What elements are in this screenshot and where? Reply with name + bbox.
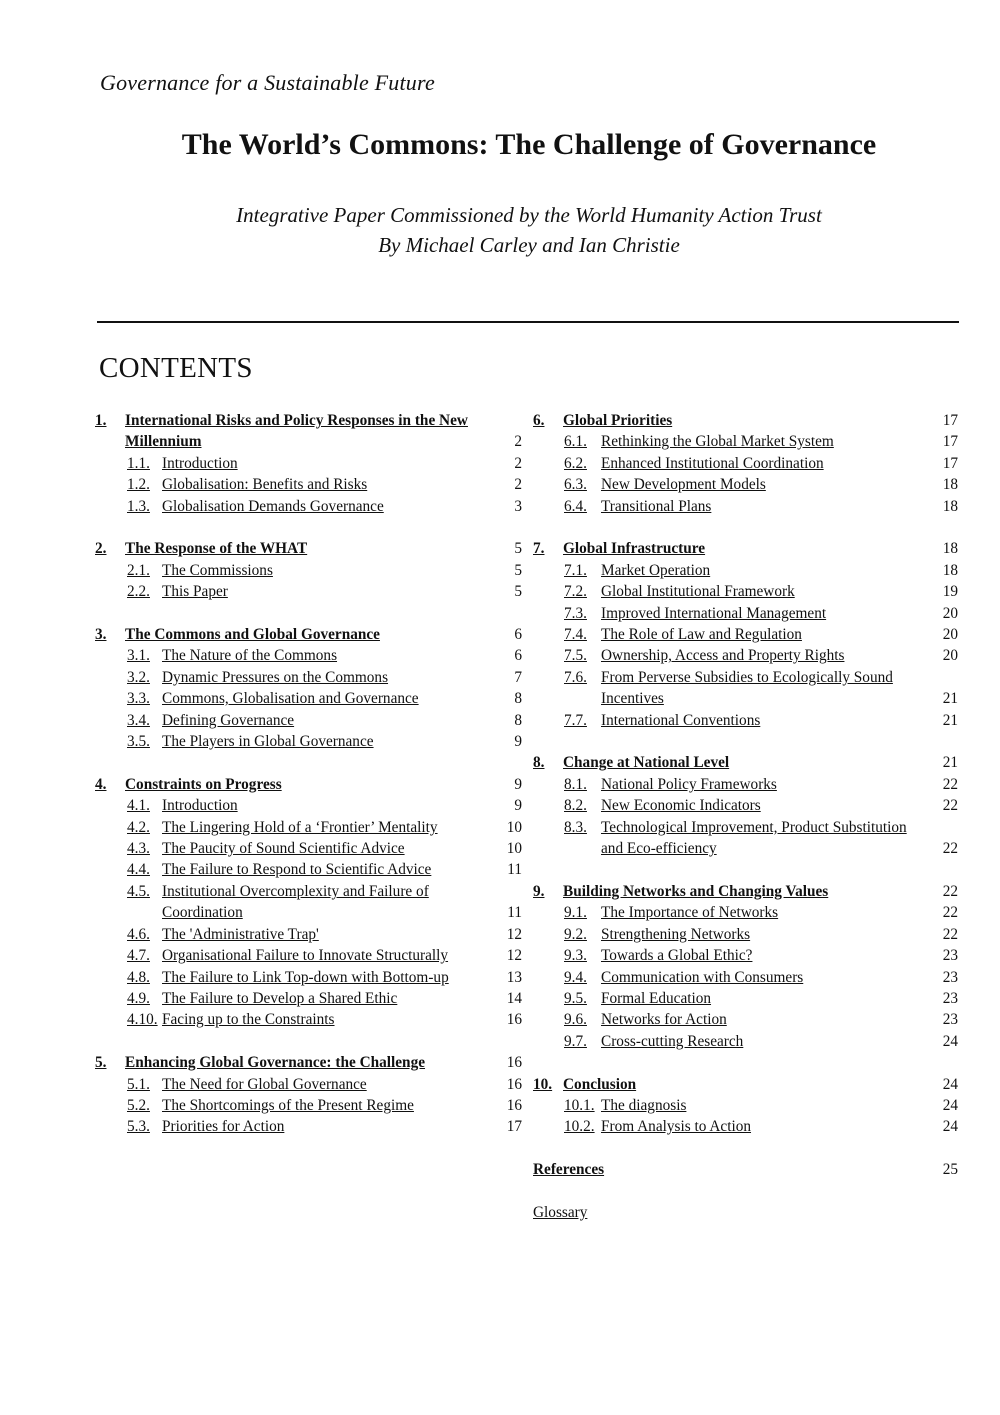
toc-subsection-title: Rethinking the Global Market System — [601, 433, 834, 451]
toc-section-heading-title: International Risks and Policy Responses in the New Millennium — [125, 412, 468, 451]
toc-subsection-number: 1.1. — [127, 454, 150, 472]
toc-section — [95, 1052, 522, 1138]
toc-left-column — [95, 410, 522, 1159]
toc-subsection-page: 23 — [942, 947, 958, 965]
toc-subsection-page: 18 — [942, 497, 958, 515]
toc-glossary[interactable] — [533, 1202, 958, 1223]
toc-section-heading-number: 4. — [95, 775, 107, 793]
toc-subsection[interactable] — [533, 624, 958, 645]
toc-subsection-title: Institutional Overcomplexity and Failure of Coordination — [162, 882, 429, 922]
toc-subsection-number: 4.8. — [127, 968, 150, 986]
toc-subsection-title: Enhanced Institutional Coordination — [601, 454, 824, 472]
toc-subsection-page: 8 — [514, 690, 522, 708]
toc-subsection-title: Priorities for Action — [162, 1118, 285, 1136]
subtitle — [0, 200, 1000, 260]
toc-subsection-page: 22 — [942, 797, 958, 815]
toc-subsection[interactable] — [533, 645, 958, 666]
toc-subsection-title: Strengthening Networks — [601, 925, 751, 943]
toc-section-heading-title: Building Networks and Changing Values — [563, 882, 829, 900]
toc-subsection[interactable] — [95, 881, 522, 924]
toc-section-heading-number: 6. — [533, 412, 545, 429]
toc-subsection-page: 10 — [506, 818, 522, 836]
toc-section — [533, 881, 958, 1052]
toc-subsection[interactable] — [95, 1074, 522, 1095]
toc-subsection-number: 7.4. — [564, 626, 587, 644]
toc-subsection[interactable] — [533, 474, 958, 495]
toc-section-heading-page: 16 — [506, 1054, 522, 1072]
toc-subsection-number: 7.7. — [564, 711, 587, 729]
toc-section-heading[interactable] — [95, 774, 522, 795]
toc-section-heading[interactable] — [533, 881, 958, 902]
horizontal-divider — [97, 321, 959, 323]
toc-section-heading-number: 1. — [95, 412, 107, 429]
toc-subsection[interactable] — [533, 817, 958, 860]
toc-section-heading-page: 5 — [514, 540, 522, 558]
toc-subsection-title: Dynamic Pressures on the Commons — [162, 668, 389, 686]
toc-subsection-page: 14 — [506, 989, 522, 1007]
toc-subsection-page: 21 — [942, 711, 958, 729]
toc-subsection[interactable] — [533, 967, 958, 988]
toc-subsection[interactable] — [95, 859, 522, 880]
toc-subsection[interactable] — [533, 603, 958, 624]
toc-subsection-number: 4.2. — [127, 818, 150, 836]
toc-section-heading-title: Global Infrastructure — [563, 540, 706, 558]
toc-subsection[interactable] — [533, 795, 958, 816]
toc-subsection-number: 3.4. — [127, 711, 150, 729]
toc-subsection-page: 17 — [506, 1118, 522, 1136]
toc-subsection-page: 17 — [942, 433, 958, 451]
toc-subsection-number: 9.3. — [564, 947, 587, 965]
toc-subsection-page: 20 — [942, 604, 958, 622]
toc-subsection[interactable] — [95, 924, 522, 945]
toc-subsection[interactable] — [533, 1031, 958, 1052]
toc-subsection-number: 5.3. — [127, 1118, 150, 1136]
series-title: Governance for a Sustainable Future — [100, 70, 435, 95]
toc-subsection-title: The Shortcomings of the Present Regime — [162, 1096, 414, 1114]
toc-subsection[interactable] — [95, 817, 522, 838]
toc-subsection[interactable] — [533, 453, 958, 474]
toc-subsection[interactable] — [95, 496, 522, 517]
toc-subsection-page: 7 — [514, 668, 522, 686]
toc-subsection-page: 3 — [514, 497, 522, 515]
toc-subsection-number: 9.7. — [564, 1032, 587, 1050]
toc-subsection-number: 1.2. — [127, 476, 150, 494]
toc-subsection-title: Globalisation Demands Governance — [162, 497, 384, 515]
toc-subsection-number: 4.4. — [127, 861, 150, 879]
toc-subsection[interactable] — [95, 731, 522, 752]
toc-subsection-page: 13 — [506, 968, 522, 986]
toc-subsection-title: The Failure to Link Top-down with Bottom-up — [162, 968, 449, 986]
toc-subsection-title: From Perverse Subsidies to Ecologically Sound Incentives — [601, 668, 893, 708]
toc-subsection-title: International Conventions — [601, 711, 761, 729]
toc-subsection-number: 4.10. — [127, 1011, 158, 1029]
toc-references-page: 25 — [942, 1161, 958, 1179]
toc-subsection-title: The Commissions — [162, 561, 273, 579]
toc-subsection-page: 2 — [514, 476, 522, 494]
toc-subsection-title: The Lingering Hold of a ‘Frontier’ Mentality — [162, 818, 438, 836]
toc-subsection-number: 7.3. — [564, 604, 587, 622]
toc-section-heading-number: 10. — [533, 1075, 553, 1093]
toc-subsection[interactable] — [95, 645, 522, 666]
toc-subsection[interactable] — [533, 667, 958, 710]
toc-subsection-number: 2.2. — [127, 583, 150, 601]
toc-subsection[interactable] — [95, 945, 522, 966]
toc-subsection-title: Networks for Action — [601, 1011, 727, 1029]
toc-section-heading-title: Conclusion — [563, 1075, 637, 1093]
toc-section-heading[interactable] — [533, 538, 958, 559]
toc-section-heading[interactable] — [533, 1074, 958, 1095]
toc-subsection-page: 23 — [942, 1011, 958, 1029]
toc-subsection-page: 24 — [942, 1032, 958, 1050]
toc-subsection-page: 11 — [507, 861, 522, 879]
toc-subsection-title: Towards a Global Ethic? — [601, 947, 753, 965]
toc-subsection[interactable] — [95, 474, 522, 495]
toc-section — [95, 624, 522, 752]
toc-subsection-page: 23 — [942, 968, 958, 986]
toc-subsection-page: 24 — [942, 1118, 958, 1136]
toc-subsection-title: Globalisation: Benefits and Risks — [162, 476, 368, 494]
toc-subsection-title: From Analysis to Action — [601, 1118, 752, 1136]
toc-subsection-title: The 'Administrative Trap' — [162, 925, 319, 943]
toc-subsection-page: 12 — [506, 925, 522, 943]
toc-right-sections — [533, 410, 958, 1138]
toc-section-heading-page: 22 — [942, 882, 958, 900]
toc-section — [533, 752, 958, 859]
toc-subsection-number: 8.2. — [564, 797, 587, 815]
toc-section-heading-number: 5. — [95, 1054, 107, 1072]
toc-references-title: References — [533, 1161, 605, 1179]
toc-subsection[interactable] — [95, 581, 522, 602]
toc-section-heading-title: Change at National Level — [563, 754, 730, 772]
toc-subsection-title: Introduction — [162, 454, 238, 472]
toc-subsection-page: 12 — [506, 947, 522, 965]
toc-subsection[interactable] — [95, 988, 522, 1009]
toc-subsection-page: 21 — [942, 690, 958, 708]
toc-subsection-number: 4.5. — [127, 882, 150, 900]
toc-subsection-title: The Players in Global Governance — [162, 733, 374, 751]
toc-subsection-page: 5 — [514, 583, 522, 601]
toc-section — [533, 1074, 958, 1138]
toc-subsection[interactable] — [95, 710, 522, 731]
toc-section-heading[interactable] — [533, 410, 958, 431]
toc-subsection[interactable] — [95, 688, 522, 709]
toc-subsection-page: 8 — [514, 711, 522, 729]
toc-subsection-title: This Paper — [162, 583, 228, 601]
toc-subsection[interactable] — [533, 945, 958, 966]
toc-subsection-number: 6.2. — [564, 454, 587, 472]
toc-subsection-title: New Development Models — [601, 476, 766, 494]
toc-subsection-title: The Importance of Networks — [601, 904, 779, 922]
toc-subsection-title: New Economic Indicators — [601, 797, 761, 815]
toc-subsection-number: 6.4. — [564, 497, 587, 515]
toc-subsection-number: 3.3. — [127, 690, 150, 708]
toc-subsection-page: 2 — [514, 454, 522, 472]
toc-section-heading-number: 3. — [95, 626, 107, 644]
toc-subsection-number: 4.6. — [127, 925, 150, 943]
toc-subsection-page: 22 — [942, 925, 958, 943]
toc-subsection[interactable] — [95, 795, 522, 816]
toc-subsection-title: Commons, Globalisation and Governance — [162, 690, 419, 708]
toc-section-heading-page: 24 — [942, 1075, 958, 1093]
toc-subsection[interactable] — [533, 1095, 958, 1116]
toc-section — [95, 774, 522, 1031]
toc-section-heading-page: 21 — [942, 754, 958, 772]
toc-subsection[interactable] — [533, 1009, 958, 1030]
toc-subsection-number: 7.1. — [564, 561, 587, 579]
toc-subsection-title: The Need for Global Governance — [162, 1075, 367, 1093]
toc-subsection[interactable] — [533, 496, 958, 517]
toc-subsection[interactable] — [533, 560, 958, 581]
toc-subsection-page: 18 — [942, 561, 958, 579]
toc-subsection-number: 5.1. — [127, 1075, 150, 1093]
toc-subsection-page: 9 — [514, 797, 522, 815]
toc-subsection-number: 5.2. — [127, 1096, 150, 1114]
toc-subsection[interactable] — [95, 560, 522, 581]
toc-subsection-title: National Policy Frameworks — [601, 775, 777, 793]
toc-subsection-title: The Nature of the Commons — [162, 647, 338, 665]
toc-subsection-title: Communication with Consumers — [601, 968, 804, 986]
toc-subsection[interactable] — [95, 1116, 522, 1137]
toc-subsection-page: 16 — [506, 1011, 522, 1029]
toc-subsection-title: Cross-cutting Research — [601, 1032, 744, 1050]
toc-subsection-page: 22 — [942, 775, 958, 793]
toc-section-heading-page: 18 — [942, 540, 958, 558]
toc-subsection[interactable] — [533, 710, 958, 731]
toc-subsection-number: 6.1. — [564, 433, 587, 451]
toc-subsection-page: 17 — [942, 454, 958, 472]
toc-subsection-title: Formal Education — [601, 989, 712, 1007]
toc-subsection-title: The diagnosis — [601, 1096, 687, 1114]
toc-subsection-page: 20 — [942, 626, 958, 644]
toc-section-heading-title: Constraints on Progress — [125, 775, 282, 793]
toc-section-heading-number: 9. — [533, 882, 545, 900]
toc-section-heading-page: 9 — [514, 775, 522, 793]
toc-subsection-page: 11 — [507, 904, 522, 922]
toc-subsection-title: The Role of Law and Regulation — [601, 626, 802, 644]
contents-heading: CONTENTS — [99, 352, 253, 384]
toc-subsection-title: The Failure to Develop a Shared Ethic — [162, 989, 398, 1007]
toc-section-heading-number: 7. — [533, 540, 545, 558]
toc-section-heading-title: The Commons and Global Governance — [125, 626, 380, 644]
toc-subsection[interactable] — [95, 667, 522, 688]
toc-section-heading-page: 6 — [514, 626, 522, 644]
toc-subsection[interactable] — [533, 924, 958, 945]
toc-subsection-title: Introduction — [162, 797, 238, 815]
toc-subsection-page: 18 — [942, 476, 958, 494]
toc-subsection-title: Technological Improvement, Product Substitution and Eco-efficiency — [601, 818, 907, 858]
toc-subsection-page: 10 — [506, 840, 522, 858]
toc-subsection-title: Organisational Failure to Innovate Structurally — [162, 947, 449, 965]
toc-section-heading-number: 8. — [533, 754, 545, 772]
toc-section-heading[interactable] — [95, 410, 522, 453]
toc-subsection-page: 16 — [506, 1096, 522, 1114]
toc-section — [533, 410, 958, 517]
toc-subsection-number: 9.5. — [564, 989, 587, 1007]
toc-subsection-number: 3.2. — [127, 668, 150, 686]
toc-subsection[interactable] — [533, 431, 958, 452]
toc-subsection-page: 22 — [942, 904, 958, 922]
toc-subsection-number: 7.2. — [564, 583, 587, 601]
toc-subsection-number: 7.6. — [564, 668, 587, 686]
toc-subsection-number: 9.2. — [564, 925, 587, 943]
toc-subsection-number: 9.1. — [564, 904, 587, 922]
toc-subsection[interactable] — [533, 581, 958, 602]
toc-section-heading[interactable] — [533, 752, 958, 773]
toc-subsection-number: 2.1. — [127, 561, 150, 579]
toc-subsection-page: 24 — [942, 1096, 958, 1114]
toc-subsection-number: 8.1. — [564, 775, 587, 793]
toc-section-heading-title: The Response of the WHAT — [125, 540, 308, 558]
toc-subsection-title: Ownership, Access and Property Rights — [601, 647, 845, 665]
toc-section-heading[interactable] — [95, 624, 522, 645]
toc-subsection-number: 3.5. — [127, 733, 150, 751]
toc-section — [95, 538, 522, 602]
toc-subsection-page: 5 — [514, 561, 522, 579]
toc-subsection-number: 1.3. — [127, 497, 150, 515]
toc-subsection-title: Facing up to the Constraints — [162, 1011, 335, 1029]
toc-section-heading[interactable] — [95, 1052, 522, 1073]
toc-subsection[interactable] — [95, 967, 522, 988]
subtitle-commission-line: Integrative Paper Commissioned by the World Humanity Action Trust — [236, 203, 822, 227]
toc-subsection-title: Improved International Management — [601, 604, 827, 622]
toc-subsection-page: 16 — [506, 1075, 522, 1093]
toc-subsection[interactable] — [533, 902, 958, 923]
toc-right-column — [533, 410, 958, 1245]
toc-subsection-number: 9.4. — [564, 968, 587, 986]
toc-subsection-number: 8.3. — [564, 818, 587, 836]
page-title: The World’s Commons: The Challenge of Governance — [181, 128, 877, 161]
toc-section — [533, 538, 958, 731]
toc-subsection-page: 22 — [942, 840, 958, 858]
toc-subsection[interactable] — [95, 453, 522, 474]
toc-subsection-number: 10.1. — [564, 1096, 595, 1114]
toc-subsection-page: 20 — [942, 647, 958, 665]
toc-subsection-title: The Failure to Respond to Scientific Advice — [162, 861, 432, 879]
toc-subsection-number: 4.9. — [127, 989, 150, 1007]
toc-subsection-number: 4.7. — [127, 947, 150, 965]
toc-subsection-title: Market Operation — [601, 561, 711, 579]
toc-subsection-page: 19 — [942, 583, 958, 601]
toc-section-heading-title: Enhancing Global Governance: the Challenge — [125, 1054, 426, 1072]
toc-subsection-page: 6 — [514, 647, 522, 665]
toc-subsection[interactable] — [95, 838, 522, 859]
toc-subsection[interactable] — [533, 1116, 958, 1137]
toc-subsection-title: The Paucity of Sound Scientific Advice — [162, 840, 405, 858]
toc-subsection-title: Global Institutional Framework — [601, 583, 795, 601]
toc-subsection-page: 9 — [514, 733, 522, 751]
toc-section-heading-number: 2. — [95, 540, 107, 558]
toc-section — [95, 410, 522, 517]
toc-subsection-number: 7.5. — [564, 647, 587, 665]
toc-subsection[interactable] — [95, 1009, 522, 1030]
toc-subsection[interactable] — [533, 774, 958, 795]
subtitle-authors-line: By Michael Carley and Ian Christie — [378, 233, 680, 257]
toc-section-heading-page: 2 — [514, 433, 522, 451]
toc-subsection-title: Defining Governance — [162, 711, 295, 729]
toc-subsection-number: 4.1. — [127, 797, 150, 815]
toc-subsection-number: 3.1. — [127, 647, 150, 665]
toc-section-heading[interactable] — [95, 538, 522, 559]
toc-subsection[interactable] — [95, 1095, 522, 1116]
toc-subsection-number: 10.2. — [564, 1118, 595, 1136]
toc-subsection[interactable] — [533, 988, 958, 1009]
toc-subsection-number: 6.3. — [564, 476, 587, 494]
toc-subsection-number: 4.3. — [127, 840, 150, 858]
toc-subsection-number: 9.6. — [564, 1011, 587, 1029]
toc-subsection-title: Transitional Plans — [601, 497, 712, 515]
toc-references[interactable] — [533, 1159, 958, 1180]
toc-section-heading-title: Global Priorities — [563, 412, 673, 429]
toc-subsection-page: 23 — [942, 989, 958, 1007]
toc-glossary-title: Glossary — [533, 1203, 588, 1221]
toc-section-heading-page: 17 — [942, 412, 958, 429]
